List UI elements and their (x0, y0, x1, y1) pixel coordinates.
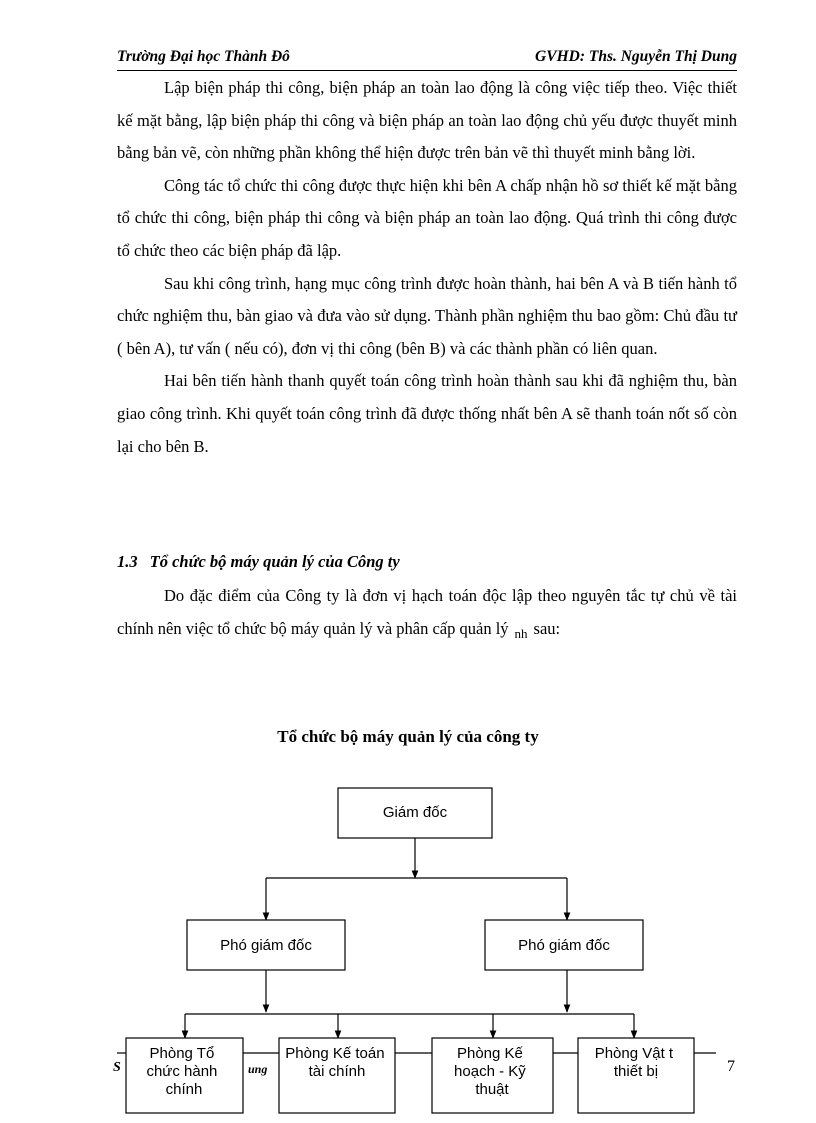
section-paragraph-small: nh (514, 625, 528, 641)
dept-3-line-3: thuật (475, 1081, 509, 1098)
footer-name-fragment: ung (248, 1062, 268, 1076)
section-paragraph-main: Do đặc điểm của Công ty là đơn vị hạch toán độc lập theo nguyên tắc tự chủ về tài chính nên việc tổ chức bộ máy quản lý và phân cấp quản lý (117, 586, 737, 638)
deputy-right-label: Phó giám đốc (518, 937, 610, 954)
dept-3-line-1: Phòng Kế (456, 1045, 523, 1062)
dept-1-line-1: Phòng Tổ (149, 1045, 215, 1062)
dept-1-line-3: chính (165, 1081, 203, 1098)
dept-2-line-1: Phòng Kế toán (285, 1045, 385, 1062)
paragraph-4: Hai bên tiến hành thanh quyết toán công trình hoàn thành sau khi đã nghiệm thu, bàn giao công trình. Khi quyết toán công trình đã được thống nhất bên A sẽ thanh toán nốt số còn lại cho bên B. (117, 371, 737, 456)
paragraph-3: Sau khi công trình, hạng mục công trình được hoàn thành, hai bên A và B tiến hành tổ chức nghiệm thu, bàn giao và đưa vào sử dụng. Thành phần nghiệm thu bao gồm: Chủ đầu tư ( bên A), tư vấn ( nếu có), đơn vị thi công (bên B) và các thành phần có liên quan. (117, 273, 737, 358)
section-title: Tổ chức bộ máy quản lý của Công ty (149, 552, 400, 571)
dept-4-line-1: Phòng Vật t (594, 1045, 674, 1062)
org-chart-title: Tổ chức bộ máy quản lý của công ty (277, 727, 539, 746)
page-number: 7 (727, 1058, 735, 1075)
footer-left-char: S (113, 1060, 121, 1075)
header-supervisor: GVHD: Ths. Nguyễn Thị Dung (535, 48, 737, 65)
paragraph-1: Lập biện pháp thi công, biện pháp an toàn lao động là công việc tiếp theo. Việc thiết kế mặt bằng, lập biện pháp thi công và biện pháp an toàn lao động chủ yếu được thuyết minh bằng bản vẽ, còn những phần không thể hiện được trên bản vẽ thì thuyết minh bằng lời. (117, 78, 737, 163)
section-number: 1.3 (117, 552, 138, 571)
paragraph-2: Công tác tổ chức thi công được thực hiện khi bên A chấp nhận hồ sơ thiết kế mặt bằng tổ chức thi công, biện pháp thi công và biện pháp an toàn lao động. Quá trình thi công được tổ chức theo các biện pháp đã lập. (117, 175, 737, 260)
section-paragraph-end: sau: (533, 618, 561, 638)
dept-2-line-2: tài chính (308, 1063, 366, 1080)
header-school: Trường Đại học Thành Đô (117, 48, 290, 65)
dept-1-line-2: chức hành (146, 1063, 218, 1080)
dept-4-line-2: thiết bị (613, 1063, 659, 1080)
dept-3-line-2: hoạch - Kỹ (454, 1063, 526, 1080)
director-label: Giám đốc (382, 804, 448, 821)
deputy-left-label: Phó giám đốc (220, 937, 312, 954)
